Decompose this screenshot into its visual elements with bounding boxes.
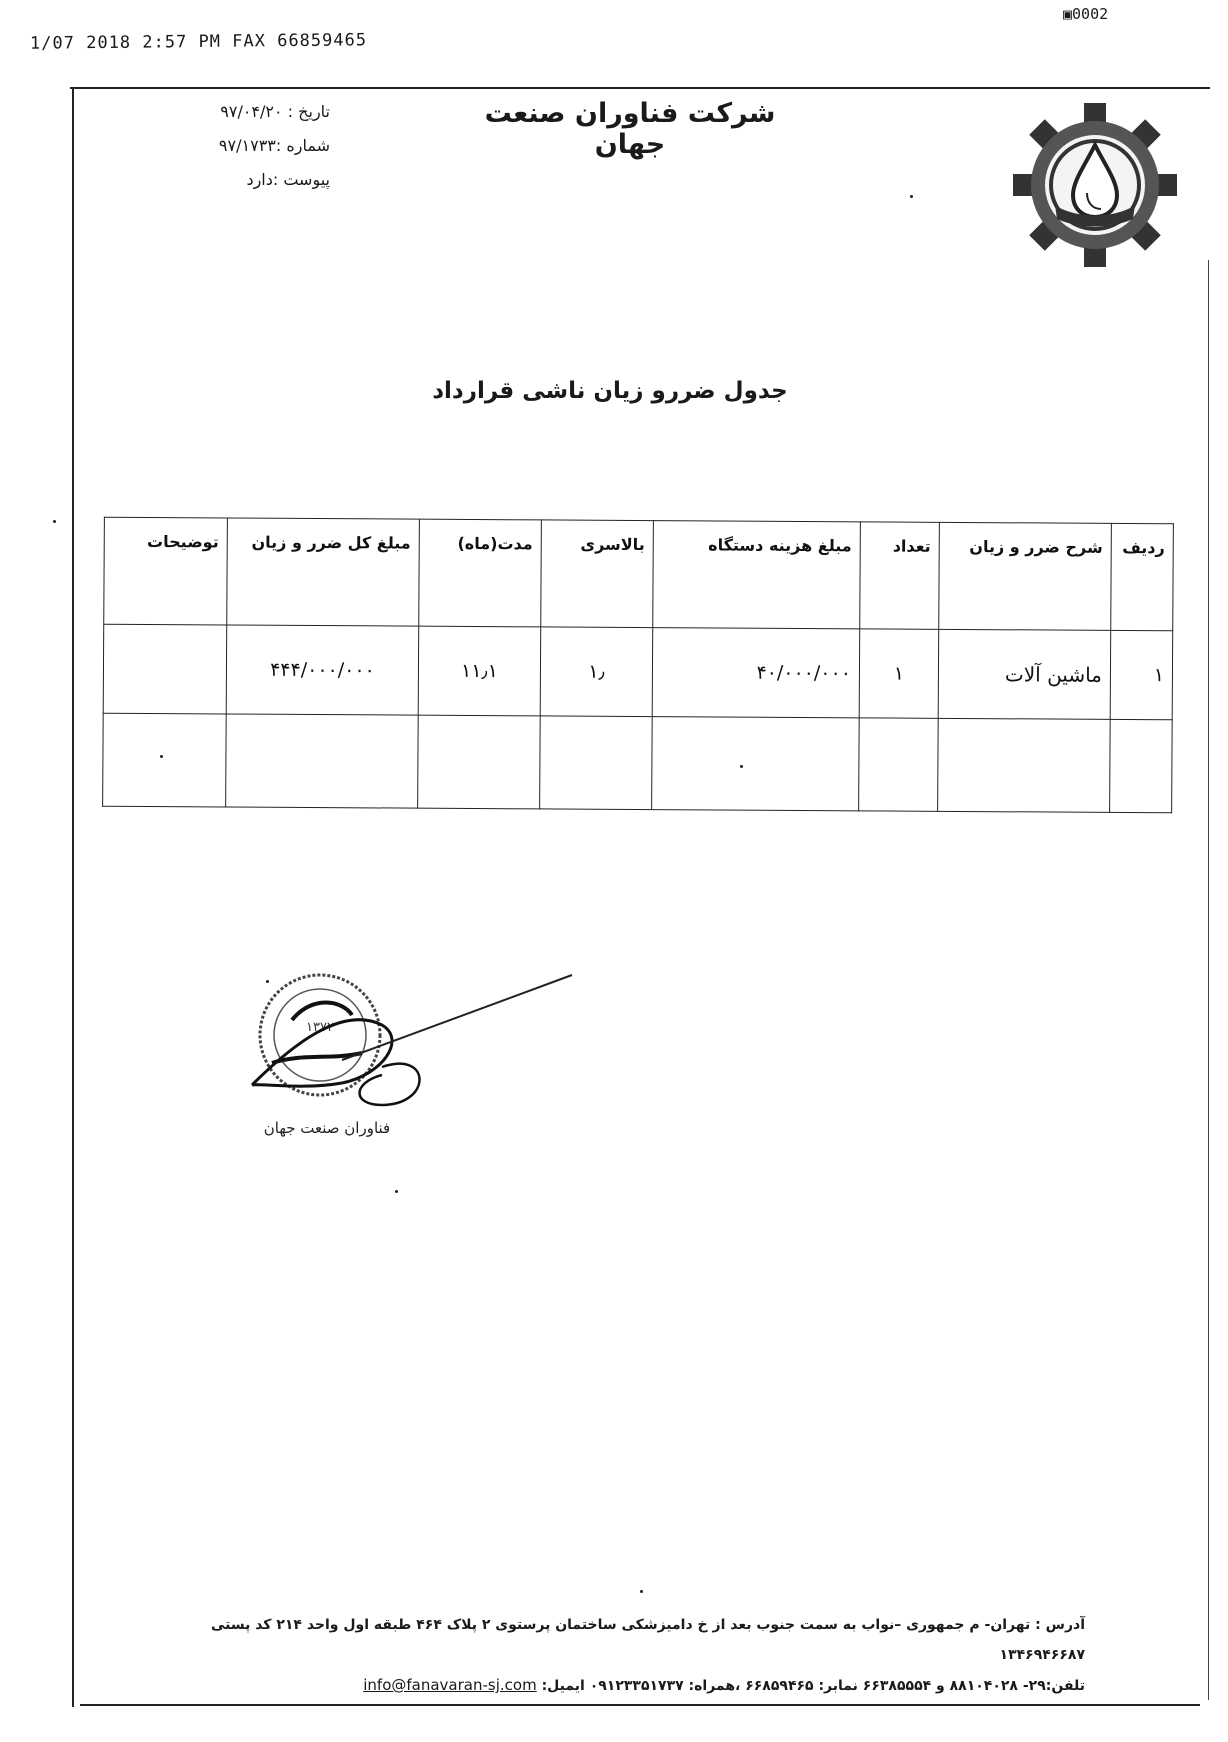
letter-number: شماره :۹۷/۱۷۳۳ <box>218 136 330 155</box>
footer <box>130 1610 1085 1701</box>
footer-contact-text: تلفن:۲۹- ۸۸۱۰۴۰۲۸ و ۶۶۳۸۵۵۵۴ نمابر: ۶۶۸۵۹۴۶۵ ،همراه: ۰۹۱۲۳۳۵۱۷۳۷ ایمیل: <box>541 1678 1085 1694</box>
letter-meta <box>160 95 330 197</box>
empty-cell <box>103 713 227 807</box>
table-row-empty <box>103 713 1173 813</box>
table-header-row <box>104 517 1174 631</box>
scan-speck <box>160 755 163 758</box>
svg-text:۱۳۷۲: ۱۳۷۲ <box>306 1020 334 1035</box>
fax-header-line: 1/07 2018 2:57 PM FAX 66859465 <box>29 30 368 54</box>
cell-count: ۱ <box>859 629 939 718</box>
scan-speck <box>740 765 743 768</box>
scan-speck <box>910 195 913 198</box>
scan-speck <box>266 980 269 983</box>
header-notes: توضیحات <box>104 517 228 625</box>
document-title: جدول ضررو زیان ناشی قرارداد <box>432 378 788 404</box>
empty-cell <box>859 718 939 811</box>
cell-duration: ۱۱٫۱ <box>418 626 541 716</box>
damages-table <box>102 517 1174 814</box>
scan-speck <box>640 1590 643 1593</box>
frame-top-border <box>70 87 1210 89</box>
empty-cell <box>540 716 653 810</box>
header-overhead: بالاسری <box>541 520 654 628</box>
letter-attachment: پیوست :دارد <box>246 170 330 189</box>
cell-device-cost: ۴۰/۰۰۰/۰۰۰ <box>652 628 860 718</box>
header-count: تعداد <box>860 522 940 629</box>
fax-page-number <box>1063 5 1108 23</box>
empty-cell <box>938 718 1111 812</box>
company-name: شرکت فناوران صنعت جهان <box>484 98 776 160</box>
header-device-cost: مبلغ هزینه دستگاه <box>653 521 861 629</box>
empty-cell <box>226 714 419 808</box>
empty-cell <box>418 715 541 809</box>
scan-speck <box>395 1190 398 1193</box>
table-row <box>103 624 1173 720</box>
company-seal-with-signature-icon <box>232 965 582 1145</box>
footer-address: آدرس : تهران- م جمهوری –نواب به سمت جنوب بعد از خ دامیزشکی ساختمان پرستوی ۲ پلاک ۴۶۴ طبقه اول واحد ۲۱۴ کد پستی ۱۳۴۶۹۴۶۶۸۷ <box>210 1617 1085 1663</box>
header-duration: مدت(ماه) <box>419 519 542 627</box>
letter-date: تاریخ : ۹۷/۰۴/۲۰ <box>220 102 330 121</box>
page-number-value: 0002 <box>1072 5 1109 23</box>
cell-description: ماشین آلات <box>938 629 1111 719</box>
stamp-text: فناوران صنعت جهان <box>263 1119 391 1137</box>
cell-index: ۱ <box>1110 630 1173 719</box>
header-index: ردیف <box>1111 523 1174 630</box>
frame-bottom-border <box>80 1704 1200 1706</box>
gear-drop-logo-icon <box>1010 100 1180 270</box>
frame-right-border <box>1208 260 1209 1700</box>
footer-email-link[interactable]: info@fanavaran-sj.com <box>363 1676 537 1694</box>
empty-cell <box>652 717 860 811</box>
header-total: مبلغ کل ضرر و زیان <box>227 518 420 626</box>
header-description: شرح ضرر و زیان <box>939 522 1112 630</box>
cell-overhead: ۱٫ <box>540 627 653 717</box>
cell-notes <box>103 624 227 714</box>
frame-left-border <box>72 87 74 1707</box>
scan-speck <box>53 520 56 523</box>
empty-cell <box>1110 719 1173 812</box>
footer-contact <box>130 1670 1085 1701</box>
cell-total: ۴۴۴/۰۰۰/۰۰۰ <box>226 625 419 715</box>
page-icon: ▣ <box>1063 5 1073 23</box>
